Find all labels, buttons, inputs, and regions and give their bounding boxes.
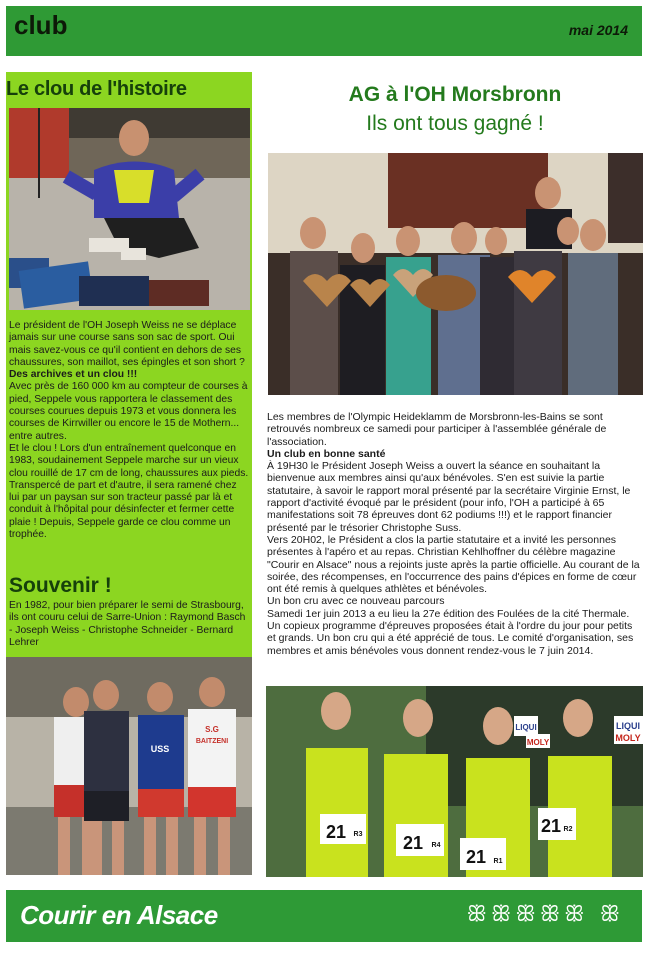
photo-women-runners: [266, 686, 643, 877]
sign-moly-2: MOLY: [615, 733, 641, 743]
sidebar-para3: Et le clou ! Lors d'un entraînement quelconque en 1983, soudainement Seppele marche sur un vieux clou rouillé de 17 cm de long, chaussures aux pieds. Transpercé de part et d'autre, il sera ramené chez lui par un paysan sur son tracteur passé par là et conduit à l'hôpital pour désinfecter et fermer cette plaie ! Depuis, Seppele garde ce clou comme un trophée.: [9, 442, 249, 541]
article-body: [267, 411, 643, 657]
bib-2-tag: R4: [431, 842, 441, 849]
photo-runners-1982-image: [6, 657, 252, 875]
photo-runners-1982: [6, 657, 252, 875]
sign-moly-1: MOLY: [526, 738, 550, 747]
bib-1-tag: R3: [353, 831, 363, 838]
sign-liqui-1: LIQUI: [515, 723, 537, 732]
issue-date: mai 2014: [568, 22, 628, 38]
article-para-1: À 19H30 le Président Joseph Weiss a ouvert la séance en souhaitant la bienvenue aux membres ainsi qu'aux bénévoles. S'en est suivie la partie statutaire, à savoir le rapport moral présenté par la secrétaire Virginie Ernst, le rapport d'activité évoqué par le président (pour info, l'OH a participé à 65 manifestations soit 78 épreuves dont 62 podiums !!!) et le rapport financier présenté par le trésorier Christophe Suss.: [267, 460, 631, 534]
article-subtitle: Ils ont tous gagné !: [366, 112, 544, 135]
bib-4-number: 21: [540, 816, 562, 836]
photo-president-sitting-image: [9, 108, 250, 310]
header-bar: [6, 6, 642, 56]
bib-2-number: 21: [402, 833, 424, 853]
souvenir-title: Souvenir !: [9, 574, 112, 597]
article-subhead-2: Un bon cru avec ce nouveau parcours: [267, 595, 445, 608]
article-title: AG à l'OH Morsbronn: [348, 83, 562, 106]
article-intro: Les membres de l'Olympic Heideklamm de Morsbronn-les-Bains se sont retrouvés nombreux ce samedi pour participer à l'assemblée générale de l'association.: [267, 411, 607, 448]
bib-3-number: 21: [465, 847, 487, 867]
article-subhead-1: Un club en bonne santé: [267, 447, 386, 460]
bib-club: BAITZENI: [195, 738, 229, 745]
section-title: club: [14, 10, 68, 40]
footer-ornament-icon: ꕥꕥꕥꕥꕥ ꕥ: [466, 902, 624, 927]
bib-3-tag: R1: [493, 858, 503, 865]
sign-liqui-2: LIQUI: [616, 721, 640, 731]
sidebar-para1-bold: Des archives et un clou !!!: [9, 369, 138, 381]
magazine-brand: Courir en Alsace: [20, 900, 218, 930]
sidebar-para2: Avec près de 160 000 km au compteur de courses à pied, Seppele vous rapportera le classement des courses courues depuis 1973 et vous donnera les courses de Kirrwiller ou encore le 15 de Mothern... entre autres.: [9, 381, 248, 442]
bib-1-number: 21: [325, 822, 347, 842]
photo-women-runners-image: [266, 686, 643, 877]
bib-uss: USS: [150, 744, 170, 754]
sidebar-para1: Le président de l'OH Joseph Weiss ne se déplace jamais sur une course sans son sac de sport. Oui mais savez-vous ce qu'il contient en dehors de ses chaussures, son maillot, ses épingles et son short ?: [9, 320, 245, 368]
photo-president-sitting: [9, 108, 250, 310]
sidebar-title: Le clou de l'histoire: [6, 78, 187, 100]
article-para-3: Samedi 1er juin 2013 a eu lieu la 27e édition des Foulées de la cité Thermale. Un copieux programme d'épreuves proposées était à l'ordre du jour pour petits et grands. Un bon cru qui a été apprécié de tous. Le comité d'organisation, ses membres et amis bénévoles vous donnent rendez-vous le 7 juin 2014.: [267, 607, 634, 657]
photo-assembly-group-image: [268, 153, 643, 395]
souvenir-text: En 1982, pour bien préparer le semi de Strasbourg, ils ont couru celui de Sarre-Union : Raymond Basch - Joseph Weiss - Christophe Schneider - Bernard Lehrer: [9, 600, 246, 648]
photo-assembly-group: [268, 153, 643, 395]
article-para-2: Vers 20H02, le Président a clos la partie statutaire et a invité les personnes présentes à l'apéro et au repas. Christian Kehlhoffner du célèbre magazine "Courir en Alsace" nous a rejoints juste après la partie officielle. Au courant de la soirée, des récompenses, en l'occurrence des pains d'épices en forme de cœur ont été remis à quelques athlètes et bénévoles.: [267, 533, 640, 596]
sidebar-body: [9, 320, 249, 541]
bib-sg: S.G: [205, 725, 219, 734]
footer-bar: [6, 890, 642, 942]
bib-4-tag: R2: [563, 826, 573, 833]
